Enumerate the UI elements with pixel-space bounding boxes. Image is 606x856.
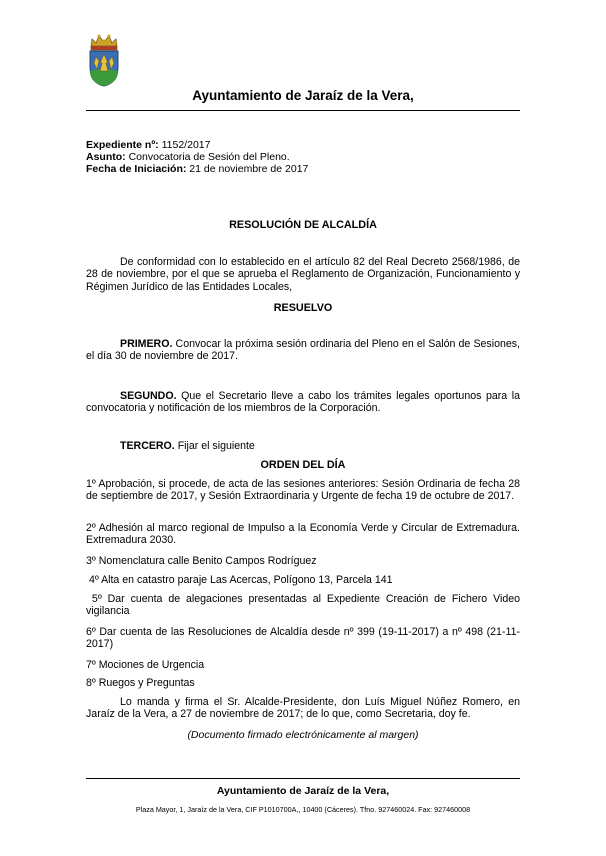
orden-del-dia-heading: ORDEN DEL DÍA [260,459,346,471]
tercero-text: Fijar el siguiente [174,440,255,452]
agenda-item-6: 6º Dar cuenta de las Resoluciones de Alcaldía desde nº 399 (19-11-2017) a nº 498 (21-11-2017) [86,626,520,651]
resuelvo-heading: RESUELVO [273,302,333,314]
agenda-item-8: 8º Ruegos y Preguntas [86,677,195,689]
tercero-label: TERCERO. [120,440,175,452]
primero-label: PRIMERO. [120,338,173,350]
footer-address: Plaza Mayor, 1, Jaraíz de la Vera, CIF P1010700A,, 10400 (Cáceres). Tfno. 927460024. Fax: 927460008 [135,805,471,814]
segundo-paragraph [86,390,520,415]
coat-of-arms-logo [87,33,121,87]
expediente-label: Expediente nº: [86,139,159,151]
agenda-item-5: 5º Dar cuenta de alegaciones presentadas al Expediente Creación de Fichero Video vigilancia [86,593,523,618]
asunto-value: Convocatoria de Sesión del Pleno. [125,151,290,164]
agenda-item-1: 1º Aprobación, si procede, de acta de las sesiones anteriores: Sesión Ordinaria de fecha 28 de septiembre de 2017, y Sesión Extraordinaria y Urgente de fecha 19 de octubre de 2017. [86,478,520,503]
agenda-item-7: 7º Mociones de Urgencia [86,659,205,671]
segundo-text: Que el Secretario lleve a cabo los trámites legales oportunos para la convocatoria y notificación de los miembros de la Corporación. [86,390,520,415]
closing-paragraph: Lo manda y firma el Sr. Alcalde-Presidente, don Luís Miguel Núñez Romero, en Jaraíz de la Vera, a 27 de noviembre de 2017; de lo que, como Secretaria, doy fe. [86,696,520,721]
agenda-item-4: 4º Alta en catastro paraje Las Acercas, Polígono 13, Parcela 141 [86,574,393,586]
expediente-value: 1152/2017 [158,139,211,151]
agenda-item-3: 3º Nomenclatura calle Benito Campos Rodríguez [86,555,317,567]
header-divider [86,110,520,111]
expediente-line [86,139,308,151]
intro-paragraph: De conformidad con lo establecido en el artículo 82 del Real Decreto 2568/1986, de 28 de noviembre, por el que se aprueba el Reglamento de Organización, Funcionamiento y Régimen Jurídico de las Entidades Locales, [86,256,520,293]
resolution-heading: RESOLUCIÓN DE ALCALDÍA [229,219,377,231]
footer-divider [86,778,520,779]
asunto-label: Asunto: [86,151,126,164]
primero-paragraph [86,338,520,363]
file-metadata [86,139,308,176]
fecha-value: 21 de noviembre de 2017 [186,163,309,176]
asunto-line [86,151,308,163]
segundo-label: SEGUNDO. [120,390,177,402]
fecha-line [86,163,308,175]
signature-note: (Documento firmado electrónicamente al margen) [187,729,419,741]
header-title: Ayuntamiento de Jaraíz de la Vera, [192,88,414,103]
agenda-item-2: 2º Adhesión al marco regional de Impulso a la Economía Verde y Circular de Extremadura. Extremadura 2030. [86,522,520,547]
fecha-label: Fecha de Iniciación: [86,163,187,176]
footer-title: Ayuntamiento de Jaraíz de la Vera, [216,785,390,797]
primero-text: Convocar la próxima sesión ordinaria del Pleno en el Salón de Sesiones, el día 30 de noviembre de 2017. [86,338,520,363]
tercero-paragraph [86,440,520,452]
